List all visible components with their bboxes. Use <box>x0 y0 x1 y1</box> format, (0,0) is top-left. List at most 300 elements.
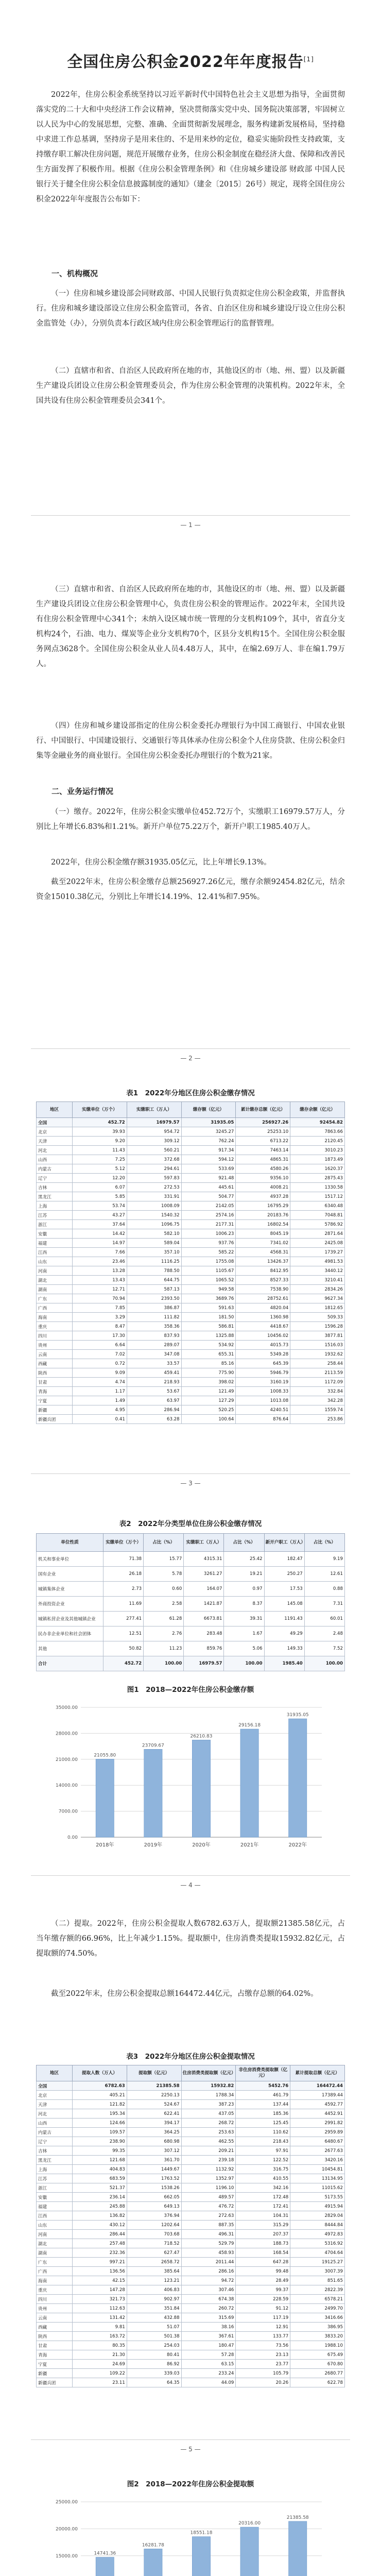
bar <box>192 1740 210 1837</box>
table-cell: 533.69 <box>181 1164 236 1174</box>
table-cell: 70.94 <box>73 1294 127 1303</box>
table-cell: 80.41 <box>127 2350 181 2360</box>
table-cell: 496.31 <box>181 2230 236 2239</box>
table-header-cell: 累计缴存总额（亿元） <box>236 1102 290 1118</box>
table-cell: 254.03 <box>127 2341 181 2350</box>
table-cell: 2177.31 <box>181 1220 236 1229</box>
table-row <box>37 1359 345 1368</box>
table-cell: 218.93 <box>127 1378 181 1387</box>
table-cell: 2680.77 <box>290 2369 345 2378</box>
page-rule <box>31 1473 350 1474</box>
table-cell: 432.88 <box>127 2313 181 2323</box>
table-cell: 997.21 <box>73 2258 127 2267</box>
table-cell: 12.61 <box>304 1567 344 1582</box>
table-row-label: 福建 <box>37 2202 73 2211</box>
table-cell: 367.61 <box>181 2332 236 2341</box>
table-cell: 7.25 <box>73 1155 127 1164</box>
table-header-cell: 提取人数（万人） <box>73 2065 127 2081</box>
table-cell: 7341.02 <box>236 1239 290 1248</box>
table-cell: 172.41 <box>236 2202 290 2211</box>
table-cell: 1788.34 <box>181 2091 236 2100</box>
table-cell: 10454.81 <box>290 2165 345 2174</box>
table-cell: 25.42 <box>224 1552 264 1567</box>
table-deposit-by-region <box>36 1101 345 1424</box>
table-row-label: 河南 <box>37 2230 73 2239</box>
table-row-label: 辽宁 <box>37 1174 73 1183</box>
table-cell: 7538.90 <box>236 1285 290 1294</box>
table-row <box>37 1211 345 1220</box>
table-cell: 703.68 <box>127 2230 181 2239</box>
table-cell: 73.56 <box>236 2341 290 2350</box>
table-row <box>37 1192 345 1201</box>
table-cell: 100.64 <box>181 1415 236 1424</box>
table-row <box>37 1405 345 1415</box>
table-row <box>37 1266 345 1276</box>
table-row-label: 北京 <box>37 2091 73 2100</box>
table-cell: 38.16 <box>181 2323 236 2332</box>
table-cell: 387.23 <box>181 2100 236 2109</box>
table-row <box>37 1368 345 1378</box>
table-cell: 1330.58 <box>290 1183 345 1192</box>
table-cell: 1325.88 <box>181 1331 236 1341</box>
table-cell: 80.35 <box>73 2341 127 2350</box>
table-header-cell: 缴存额（亿元） <box>181 1102 236 1118</box>
table-row-label: 云南 <box>37 1350 73 1359</box>
table-cell: 8.37 <box>224 1597 264 1612</box>
table-cell: 13.28 <box>73 1266 127 1276</box>
table-cell: 1449.67 <box>127 2165 181 2174</box>
table-cell: 647.28 <box>236 2258 290 2267</box>
table-cell: 1.49 <box>73 1396 127 1405</box>
table-cell: 398.02 <box>181 1378 236 1387</box>
table-cell: 12.91 <box>236 2323 290 2332</box>
table-cell: 1172.09 <box>290 1378 345 1387</box>
table-row <box>37 2109 345 2119</box>
chart-withdrawal-amount <box>49 2493 332 2576</box>
table-row <box>37 2341 345 2350</box>
table-cell: 2677.63 <box>290 2146 345 2156</box>
table-row-label: 山西 <box>37 2119 73 2128</box>
table-cell: 238.90 <box>73 2137 127 2146</box>
table-cell: 1196.10 <box>181 2183 236 2193</box>
table-cell: 1013.08 <box>236 1396 290 1405</box>
table-cell: 97.91 <box>236 2146 290 2156</box>
y-tick-label: 7000.00 <box>58 1809 78 1815</box>
table-cell: 351.84 <box>127 2304 181 2313</box>
table-cell: 286.44 <box>73 2230 127 2239</box>
table-row <box>37 2193 345 2202</box>
table-cell: 145.08 <box>264 1597 304 1612</box>
table-cell: 902.97 <box>127 2295 181 2304</box>
table-cell: 50.82 <box>103 1641 144 1656</box>
table-row <box>37 1257 345 1266</box>
table-cell: 94.72 <box>181 2276 236 2285</box>
table-cell: 181.50 <box>181 1313 236 1322</box>
deposit-paragraph-2: 2022年，住房公积金缴存额31935.05亿元，比上年增长9.13%。 <box>51 858 271 867</box>
table-row-label: 甘肃 <box>37 2341 73 2350</box>
table-cell: 104.31 <box>236 2211 290 2221</box>
table-cell: 60.01 <box>304 1612 344 1626</box>
table-cell: 917.34 <box>181 1146 236 1155</box>
bar <box>96 2557 114 2576</box>
table-cell: 332.84 <box>290 1387 345 1396</box>
table-row-label: 新疆兵团 <box>37 1415 73 1424</box>
table-cell: 23.11 <box>73 2378 127 2387</box>
table-cell: 1191.43 <box>264 1612 304 1626</box>
page-3 <box>0 1077 381 1504</box>
table-cell: 42.15 <box>73 2276 127 2285</box>
data-label: 21385.58 <box>286 2515 309 2520</box>
table-cell: 3416.66 <box>290 2313 345 2323</box>
chart2-caption: 图2 2018—2022年住房公积金提取额 <box>127 2480 254 2488</box>
table-cell: 6340.48 <box>290 1201 345 1211</box>
table-row <box>37 2230 345 2239</box>
table-row <box>37 1350 345 1359</box>
table-row <box>37 2128 345 2137</box>
table-cell: 127.29 <box>181 1396 236 1405</box>
table-cell: 228.59 <box>236 2295 290 2304</box>
table-row <box>37 1127 345 1137</box>
table-cell: 149.33 <box>264 1641 304 1656</box>
table-cell: 233.24 <box>181 2369 236 2378</box>
table-cell: 272.53 <box>127 1183 181 1192</box>
table-cell: 9356.10 <box>236 1174 290 1183</box>
table-cell: 253.63 <box>181 2128 236 2137</box>
table-cell: 6.07 <box>73 1183 127 1192</box>
table-cell: 0.41 <box>73 1415 127 1424</box>
table-cell: 109.57 <box>73 2128 127 2137</box>
table-cell: 117.19 <box>236 2313 290 2323</box>
table-cell: 121.82 <box>73 2100 127 2109</box>
table-cell: 2393.50 <box>127 1294 181 1303</box>
table-cell: 218.43 <box>236 2137 290 2146</box>
table-row-label: 新疆兵团 <box>37 2378 73 2387</box>
table-row-label: 云南 <box>37 2313 73 2323</box>
table-row <box>37 2313 345 2323</box>
table-cell: 86.92 <box>127 2360 181 2369</box>
table-cell: 452.72 <box>103 1656 144 1671</box>
table-cell: 4.74 <box>73 1378 127 1387</box>
table-cell: 1096.75 <box>127 1220 181 1229</box>
table-cell: 2875.43 <box>290 1174 345 1183</box>
table-cell: 3010.23 <box>290 1146 345 1155</box>
table-cell: 105.79 <box>236 2369 290 2378</box>
table-header-cell: 提取额（亿元） <box>127 2065 181 2081</box>
table-cell: 1517.12 <box>290 1192 345 1201</box>
table-cell: 644.75 <box>127 1276 181 1285</box>
table-cell: 4315.31 <box>184 1552 224 1567</box>
table-row <box>37 2221 345 2230</box>
table-cell: 462.55 <box>181 2137 236 2146</box>
table-cell: 3160.19 <box>236 1378 290 1387</box>
table-row-label: 江苏 <box>37 1211 73 1220</box>
table-cell: 28752.61 <box>236 1294 290 1303</box>
table-row-label: 山东 <box>37 2221 73 2230</box>
table-row <box>37 1331 345 1341</box>
table-cell: 9.81 <box>73 2323 127 2332</box>
table-row-label: 陕西 <box>37 1368 73 1378</box>
table-cell: 7.66 <box>73 1248 127 1257</box>
table-cell: 1540.32 <box>127 1211 181 1220</box>
table-row <box>37 1656 345 1671</box>
table-cell: 21385.58 <box>127 2081 181 2091</box>
table-cell: 347.08 <box>127 1350 181 1359</box>
table-row-label: 西藏 <box>37 2323 73 2332</box>
table-row-label: 江苏 <box>37 2174 73 2183</box>
table-header-cell: 累计提取总额（亿元） <box>290 2065 345 2081</box>
table-cell: 283.48 <box>184 1626 224 1641</box>
table-cell: 437.05 <box>181 2109 236 2119</box>
table-row <box>37 1220 345 1229</box>
page-number: — 1 — <box>180 521 201 529</box>
table-cell: 286.16 <box>181 2267 236 2276</box>
table-row <box>37 2304 345 2313</box>
table-cell: 6.64 <box>73 1341 127 1350</box>
table-cell: 1873.49 <box>290 1155 345 1164</box>
table-row-label: 重庆 <box>37 1322 73 1331</box>
table-row <box>37 2378 345 2387</box>
table-cell: 529.79 <box>181 2239 236 2248</box>
table-cell: 163.72 <box>73 2332 127 2341</box>
table-row-label: 重庆 <box>37 2285 73 2295</box>
table-row <box>37 1387 345 1396</box>
table-cell: 597.83 <box>127 1174 181 1183</box>
table-row-label: 浙江 <box>37 2183 73 2193</box>
table-cell: 655.31 <box>181 1350 236 1359</box>
page-1 <box>0 0 381 541</box>
table-row <box>37 2211 345 2221</box>
table-cell: 859.76 <box>184 1641 224 1656</box>
table-cell: 7863.66 <box>290 1127 345 1137</box>
table-cell: 19125.27 <box>290 2258 345 2267</box>
table-cell: 2871.64 <box>290 1229 345 1239</box>
table-cell: 100.00 <box>224 1656 264 1671</box>
table-row <box>37 1294 345 1303</box>
table-cell: 137.44 <box>236 2100 290 2109</box>
table-row-label: 广西 <box>37 2267 73 2276</box>
table-row-label: 四川 <box>37 1331 73 1341</box>
table-cell: 4592.77 <box>290 2100 345 2109</box>
table-cell: 4418.67 <box>236 1322 290 1331</box>
table-cell: 1360.98 <box>236 1313 290 1322</box>
table-row <box>37 1396 345 1405</box>
table-cell: 876.64 <box>236 1415 290 1424</box>
bar <box>192 2537 210 2576</box>
table-cell: 2.76 <box>144 1626 184 1641</box>
bar <box>240 1729 258 1837</box>
table-row-label: 其他 <box>37 1641 103 1656</box>
table-cell: 7.52 <box>304 1641 344 1656</box>
table-row-label: 黑龙江 <box>37 1192 73 1201</box>
table-cell: 9627.34 <box>290 1294 345 1303</box>
table-cell: 476.72 <box>181 2202 236 2211</box>
table-row-label: 河南 <box>37 1266 73 1276</box>
table-row-label: 安徽 <box>37 1229 73 1239</box>
table-cell: 123.21 <box>127 2276 181 2285</box>
table-cell: 6578.21 <box>290 2295 345 2304</box>
table-cell: 1755.08 <box>181 1257 236 1266</box>
table-cell: 2834.26 <box>290 1285 345 1294</box>
table-cell: 3689.76 <box>181 1294 236 1303</box>
table-cell: 788.50 <box>127 1266 181 1276</box>
table-cell: 674.38 <box>181 2295 236 2304</box>
table-cell: 316.75 <box>236 2165 290 2174</box>
table-cell: 675.49 <box>290 2350 345 2360</box>
table-cell: 53.67 <box>127 1387 181 1396</box>
table-row-label: 宁夏 <box>37 2360 73 2369</box>
table-cell: 124.66 <box>73 2119 127 2128</box>
table-cell: 2959.89 <box>290 2128 345 2137</box>
table-cell: 762.24 <box>181 1137 236 1146</box>
table-cell: 168.54 <box>236 2248 290 2258</box>
table-row-label: 城镇私营企业及其他城镇企业 <box>37 1612 103 1626</box>
table-cell: 406.83 <box>127 2285 181 2295</box>
table-cell: 26.18 <box>103 1567 144 1582</box>
table-cell: 256927.26 <box>236 1118 290 1127</box>
table-cell: 71.38 <box>103 1552 144 1567</box>
page-rule <box>31 1048 350 1049</box>
org-paragraph-1: （一）住房和城乡建设部会同财政部、中国人民银行负责拟定住房公积金政策，并监督执行。住房和城乡建设部设立住房公积金监管司，各省、自治区住房和城乡建设厅设立住房公积金监管处（办），分别负责本行政区域内住房公积金管理运行的监督管理。 <box>36 290 345 328</box>
table-cell: 649.13 <box>127 2202 181 2211</box>
table-cell: 122.52 <box>236 2156 290 2165</box>
table-header-cell: 地区 <box>37 2065 73 2081</box>
table-cell: 195.34 <box>73 2109 127 2119</box>
page-2 <box>0 541 381 1077</box>
table-cell: 6480.67 <box>290 2137 345 2146</box>
table-cell: 99.37 <box>236 2285 290 2295</box>
table-cell: 180.47 <box>181 2341 236 2350</box>
table-cell: 1620.37 <box>290 1164 345 1174</box>
table-cell: 2991.82 <box>290 2119 345 2128</box>
table1-caption: 表1 2022年分地区住房公积金缴存情况 <box>126 1089 255 1097</box>
table-cell: 594.12 <box>181 1155 236 1164</box>
deposit-paragraph-3: 截至2022年末，住房公积金缴存总额256927.26亿元，缴存余额92454.82亿元，结余资金15010.38亿元，分别比上年增长14.19%、12.41%和7.95%。 <box>36 878 345 901</box>
table-row <box>37 1415 345 1424</box>
table-cell: 8045.19 <box>236 1229 290 1239</box>
table-row-label: 西藏 <box>37 1359 73 1368</box>
table-cell: 358.36 <box>127 1322 181 1331</box>
table-cell: 410.55 <box>236 2174 290 2183</box>
table-cell: 5316.92 <box>290 2239 345 2248</box>
table-cell: 1116.25 <box>127 1257 181 1266</box>
table-cell: 509.33 <box>290 1313 345 1322</box>
table-cell: 662.05 <box>127 2193 181 2202</box>
table-cell: 3.29 <box>73 1313 127 1322</box>
table-cell: 11.43 <box>73 1146 127 1155</box>
table-cell: 17.30 <box>73 1331 127 1341</box>
table-row-label: 机关和事业单位 <box>37 1552 103 1567</box>
table-cell: 7463.14 <box>236 1146 290 1155</box>
table3-caption: 表3 2022年分地区住房公积金提取情况 <box>126 2053 255 2061</box>
table-cell: 64.35 <box>127 2378 181 2387</box>
data-label: 31935.05 <box>286 1713 309 1718</box>
table-row <box>37 1183 345 1192</box>
table-cell: 4240.51 <box>236 1405 290 1415</box>
table-cell: 587.13 <box>127 1285 181 1294</box>
table-row-label: 广西 <box>37 1303 73 1313</box>
table-cell: 1812.65 <box>290 1303 345 1313</box>
table-cell: 582.10 <box>127 1229 181 1239</box>
table-cell: 289.07 <box>127 1341 181 1350</box>
table-cell: 2011.44 <box>181 2258 236 2267</box>
org-paragraph-4: （四）住房和城乡建设部指定的住房公积金委托办理银行为中国工商银行、中国农业银行、中国银行、中国建设银行、交通银行等具体承办住房公积金个人住房贷款、住房公积金归集等金融业务的商业银行。全国住房公积金委托办理银行的个数为21家。 <box>36 722 345 760</box>
table-cell: 3261.27 <box>184 1567 224 1582</box>
table-row-label: 国有企业 <box>37 1567 103 1582</box>
table-row <box>37 2258 345 2267</box>
table-cell: 521.37 <box>73 2183 127 2193</box>
table-cell: 286.94 <box>127 1405 181 1415</box>
table-row <box>37 2323 345 2332</box>
deposit-paragraph-1: （一）缴存。2022年，住房公积金实缴单位452.72万个，实缴职工16979.57万人，分别比上年增长6.83%和1.21%。新开户单位75.22万个，新开户职工1985.40万人。 <box>36 808 345 831</box>
table2-caption: 表2 2022年分类型单位住房公积金缴存情况 <box>119 1520 262 1528</box>
table-row-label: 陕西 <box>37 2332 73 2341</box>
table-cell: 133.77 <box>236 2332 290 2341</box>
data-label: 16281.78 <box>142 2543 164 2548</box>
table-row <box>37 1612 345 1626</box>
table-header-cell: 实缴职工（万人） <box>184 1534 224 1552</box>
table-row-label: 外商投资企业 <box>37 1597 103 1612</box>
table-cell: 3440.12 <box>290 1266 345 1276</box>
table-cell: 627.47 <box>127 2248 181 2258</box>
table-header-cell: 单位性质 <box>37 1534 103 1552</box>
table-row-label: 青海 <box>37 2350 73 2360</box>
table-cell: 100.00 <box>144 1656 184 1671</box>
table-cell: 452.72 <box>73 1118 127 1127</box>
table-cell: 458.93 <box>181 2248 236 2258</box>
table-cell: 394.17 <box>127 2119 181 2128</box>
table-row <box>37 2267 345 2276</box>
table-cell: 520.25 <box>181 1405 236 1415</box>
page-rule <box>31 515 350 516</box>
withdrawal-paragraph-1: （二）提取。2022年，住房公积金提取人数6782.63万人，提取额21385.58亿元，占当年缴存额的66.96%，比上年减少1.15%。提取额中，住房消费类提取15932.82亿元，占提取额的74.50%。 <box>36 1920 345 1958</box>
table-cell: 2113.59 <box>290 1368 345 1378</box>
x-tick-label: 2022年 <box>288 1842 307 1848</box>
table-cell: 16979.57 <box>184 1656 224 1671</box>
chart-deposit-amount <box>49 1698 332 1863</box>
table-row <box>37 2350 345 2360</box>
page-5 <box>0 1896 381 2463</box>
table-cell: 260.72 <box>181 2304 236 2313</box>
table-cell: 954.72 <box>127 1127 181 1137</box>
table-cell: 53.74 <box>73 1201 127 1211</box>
table-cell: 7048.81 <box>290 1211 345 1220</box>
table-cell: 2658.72 <box>127 2258 181 2267</box>
table-cell: 589.04 <box>127 1239 181 1248</box>
table-cell: 33.57 <box>127 1359 181 1368</box>
table-row <box>37 1597 345 1612</box>
table-cell: 309.12 <box>127 1137 181 1146</box>
data-label: 20316.00 <box>238 2521 261 2527</box>
table-cell: 586.81 <box>181 1322 236 1331</box>
table-cell: 1008.09 <box>127 1201 181 1211</box>
table-cell: 2.58 <box>144 1597 184 1612</box>
table-cell: 1008.33 <box>236 1387 290 1396</box>
table-cell: 3245.27 <box>181 1127 236 1137</box>
table-row <box>37 2202 345 2211</box>
table-row-label: 宁夏 <box>37 1396 73 1405</box>
table-row <box>37 1229 345 1239</box>
table-cell: 2574.16 <box>181 1211 236 1220</box>
table-row-label: 海南 <box>37 1313 73 1322</box>
table-header-cell: 住房消费类提取额（亿元） <box>181 2065 236 2081</box>
table-row <box>37 2285 345 2295</box>
table-cell: 182.47 <box>264 1552 304 1567</box>
table-row-label: 全国 <box>37 1118 73 1127</box>
table-cell: 3833.20 <box>290 2332 345 2341</box>
table-cell: 7.31 <box>304 1597 344 1612</box>
table-cell: 61.28 <box>144 1612 184 1626</box>
table-cell: 14.97 <box>73 1239 127 1248</box>
